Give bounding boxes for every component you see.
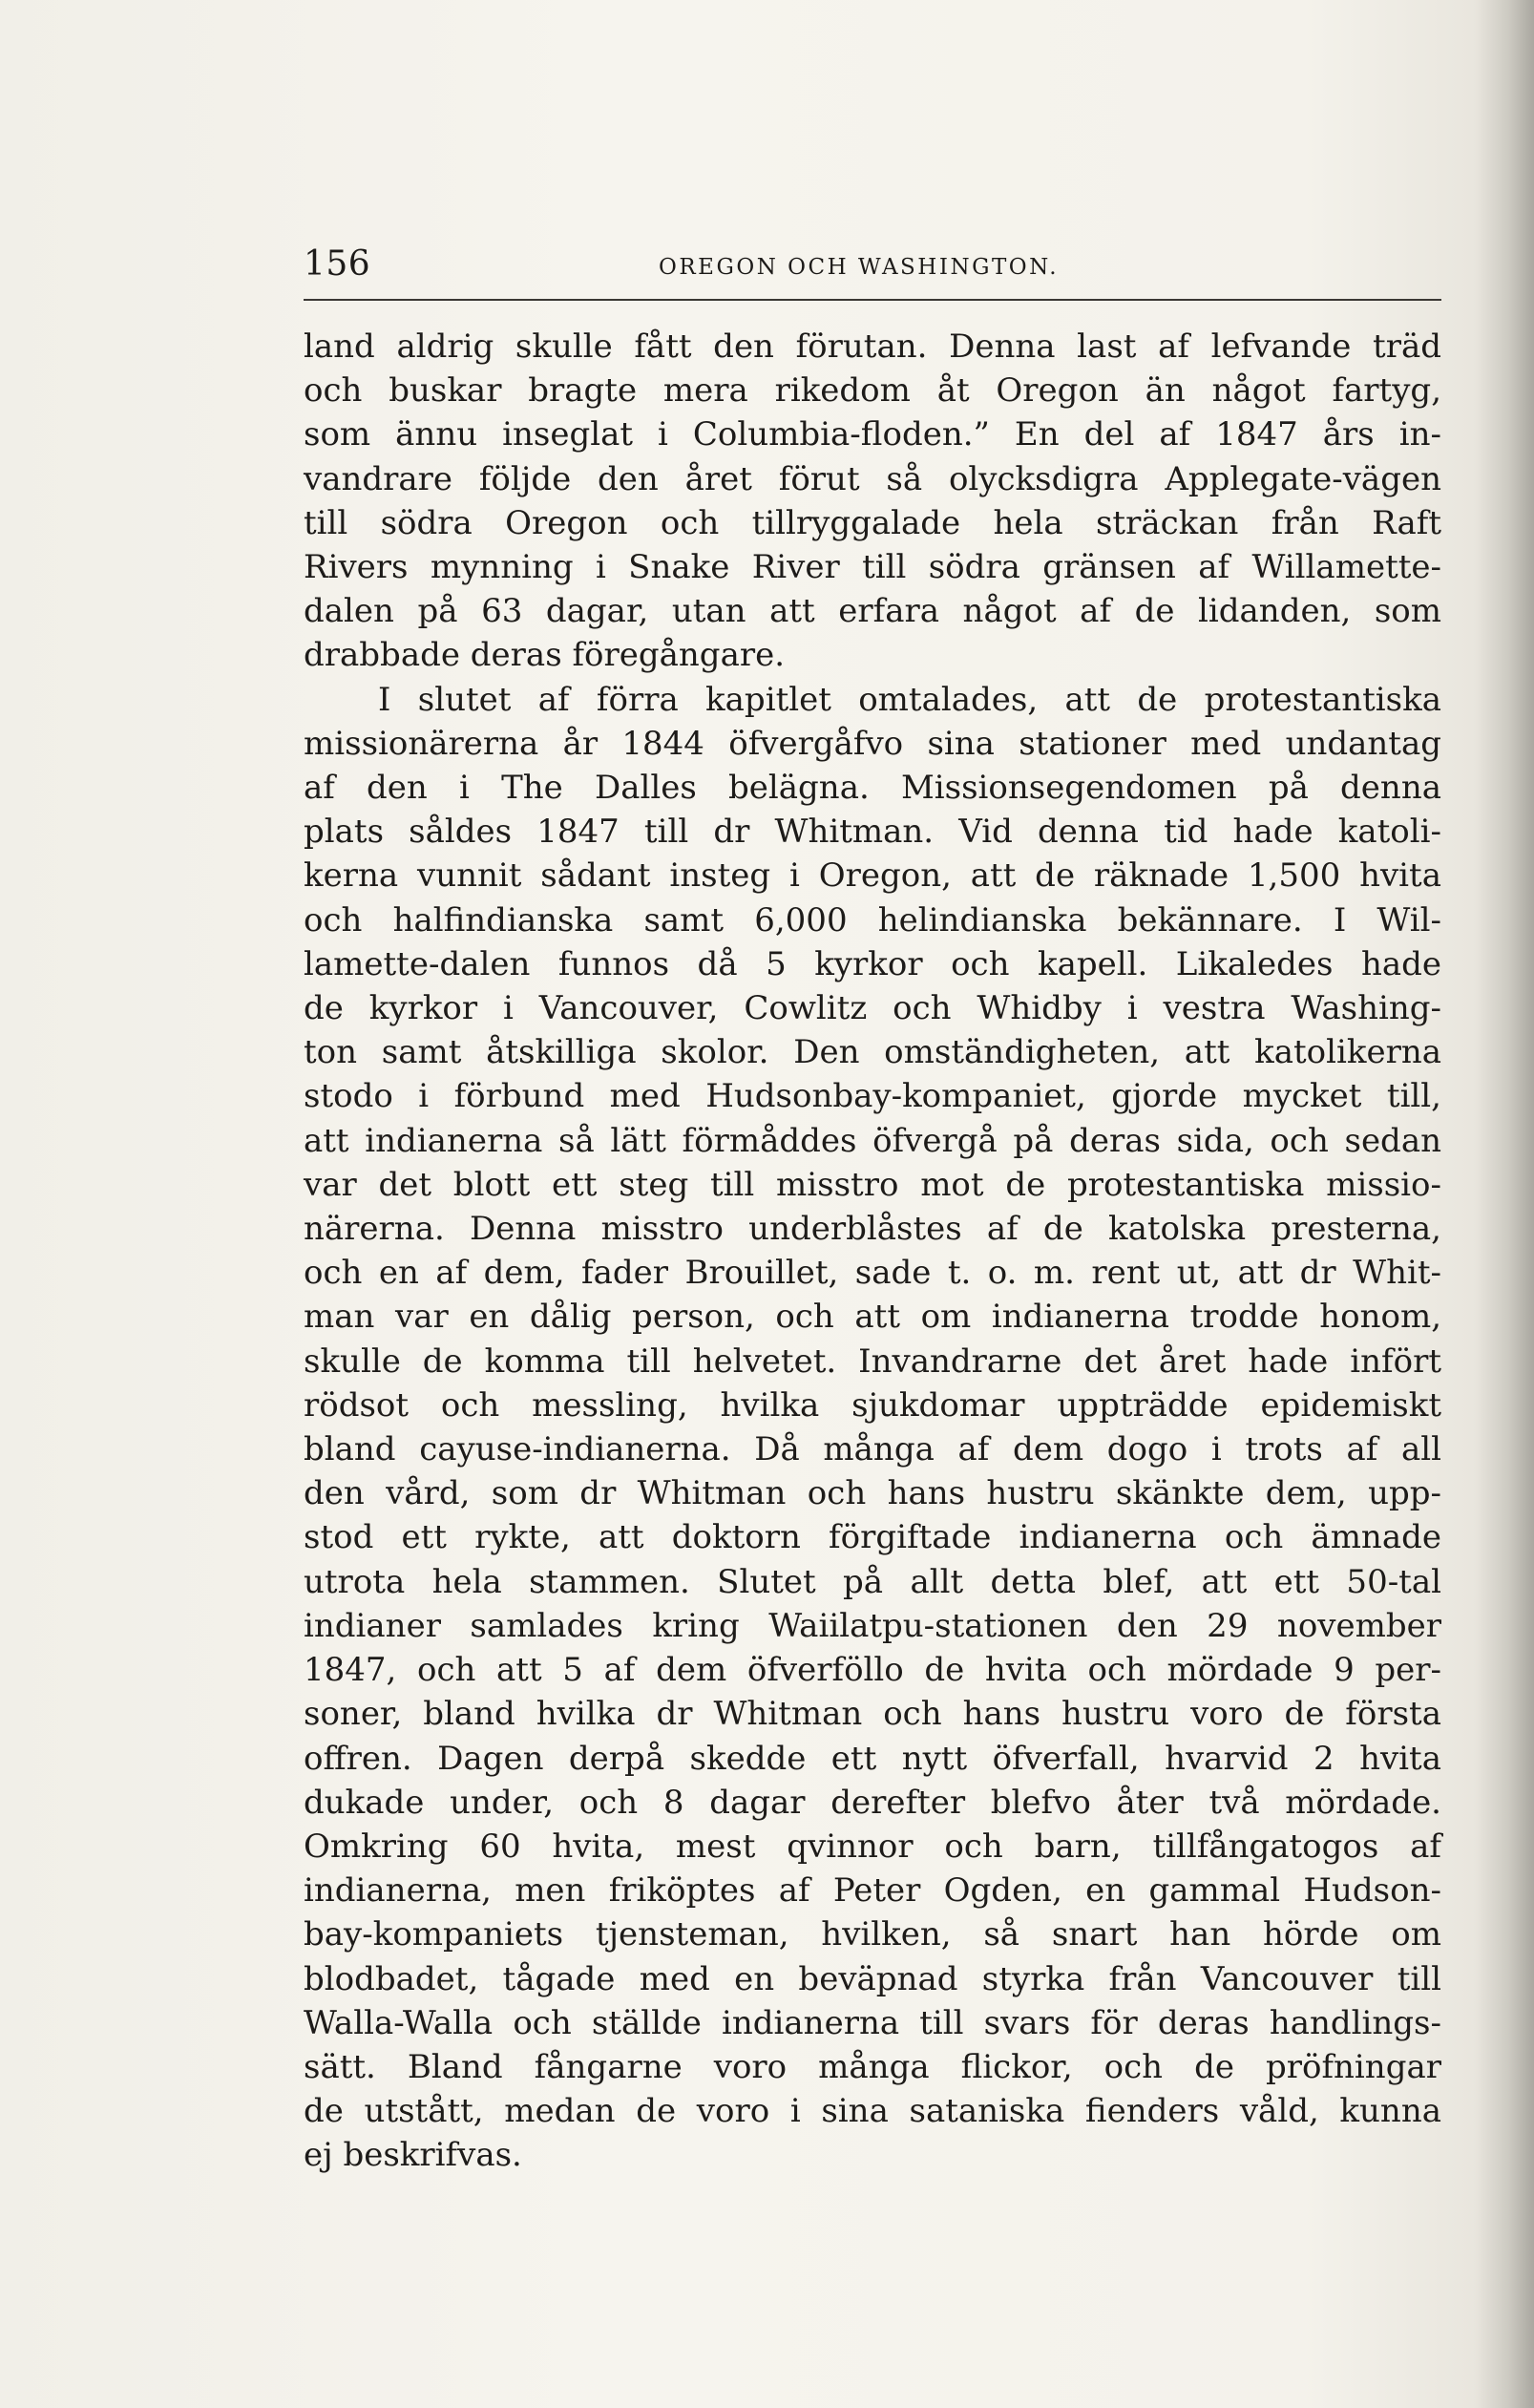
text-line: ej beskrifvas.: [304, 2136, 522, 2175]
page-number: 156: [304, 244, 371, 284]
text-line: som ännu inseglat i Columbia-floden.” En del af 1847 års in-: [304, 415, 1441, 454]
text-line: kerna vunnit sådant insteg i Oregon, att de räknade 1,500 hvita: [304, 856, 1441, 896]
text-line: dukade under, och 8 dagar derefter blefvo åter två mördade.: [304, 1783, 1441, 1822]
text-line: var det blott ett steg till misstro mot de protestantiska missio-: [304, 1165, 1441, 1204]
text-line: rödsot och messling, hvilka sjukdomar uppträdde epidemiskt: [304, 1385, 1441, 1425]
page-edge-shadow: [1477, 0, 1534, 2408]
text-line: stod ett rykte, att doktorn förgiftade indianerna och ämnade: [304, 1518, 1441, 1557]
text-line: till södra Oregon och tillryggalade hela sträckan från Raft: [304, 503, 1441, 542]
text-line: bay-kompaniets tjensteman, hvilken, så snart han hörde om: [304, 1915, 1441, 1954]
text-line: blodbadet, tågade med en beväpnad styrka från Vancouver till: [304, 1959, 1441, 1998]
text-line: man var en dålig person, och att om indianerna trodde honom,: [304, 1298, 1441, 1337]
text-line: de utstått, medan de voro i sina sataniska fienders våld, kunna: [304, 2092, 1441, 2131]
text-line: och en af dem, fader Brouillet, sade t. o. m. rent ut, att dr Whit-: [304, 1254, 1441, 1293]
text-line: land aldrig skulle fått den förutan. Denna last af lefvande träd: [304, 327, 1441, 366]
text-line: I slutet af förra kapitlet omtalades, att de protestantiska: [378, 680, 1441, 719]
text-line: ton samt åtskilliga skolor. Den omständigheten, att katolikerna: [304, 1033, 1441, 1072]
text-line: skulle de komma till helvetet. Invandrarne det året hade infört: [304, 1341, 1441, 1381]
text-line: indianer samlades kring Waiilatpu-stationen den 29 november: [304, 1606, 1441, 1645]
text-line: och halfindianska samt 6,000 helindianska bekännare. I Wil-: [304, 900, 1441, 940]
text-line: att indianerna så lätt förmåddes öfvergå på deras sida, och sedan: [304, 1121, 1441, 1160]
page-header: [304, 243, 1441, 303]
text-line: den vård, som dr Whitman och hans hustru skänkte dem, upp-: [304, 1474, 1441, 1513]
text-line: närerna. Denna misstro underblåstes af de katolska presterna,: [304, 1210, 1441, 1249]
header-rule: [304, 299, 1441, 301]
text-line: drabbade deras föregångare.: [304, 636, 786, 675]
text-line: indianerna, men friköptes af Peter Ogden, en gammal Hudson-: [304, 1871, 1441, 1911]
text-line: bland cayuse-indianerna. Då många af dem dogo i trots af all: [304, 1430, 1441, 1469]
text-line: de kyrkor i Vancouver, Cowlitz och Whidby i vestra Washing-: [304, 989, 1441, 1028]
text-line: offren. Dagen derpå skedde ett nytt öfverfall, hvarvid 2 hvita: [304, 1739, 1441, 1778]
text-line: stodo i förbund med Hudsonbay-kompaniet, gjorde mycket till,: [304, 1077, 1441, 1116]
text-line: sätt. Bland fångarne voro många flickor, och de pröfningar: [304, 2047, 1441, 2086]
text-line: soner, bland hvilka dr Whitman och hans hustru voro de första: [304, 1695, 1441, 1734]
text-line: 1847, och att 5 af dem öfverföllo de hvita och mördade 9 per-: [304, 1651, 1441, 1690]
text-line: plats såldes 1847 till dr Whitman. Vid denna tid hade katoli-: [304, 813, 1441, 852]
text-line: missionärerna år 1844 öfvergåfvo sina stationer med undantag: [304, 724, 1441, 763]
body-text: [304, 325, 1441, 2186]
text-line: lamette-dalen funnos då 5 kyrkor och kapell. Likaledes hade: [304, 944, 1441, 983]
text-line: dalen på 63 dagar, utan att erfara något af de lidanden, som: [304, 592, 1441, 631]
text-line: vandrare följde den året förut så olycksdigra Applegate-vägen: [304, 459, 1441, 498]
text-line: af den i The Dalles belägna. Missionsegendomen på denna: [304, 769, 1441, 808]
running-title: OREGON OCH WASHINGTON.: [659, 255, 1060, 280]
text-line: och buskar bragte mera rikedom åt Oregon än något fartyg,: [304, 371, 1441, 411]
text-line: Rivers mynning i Snake River till södra gränsen af Willamette-: [304, 548, 1441, 587]
text-line: Walla-Walla och ställde indianerna till svars för deras handlings-: [304, 2003, 1441, 2042]
text-line: Omkring 60 hvita, mest qvinnor och barn, tillfångatogos af: [304, 1827, 1441, 1866]
text-line: utrota hela stammen. Slutet på allt detta blef, att ett 50-tal: [304, 1562, 1441, 1601]
